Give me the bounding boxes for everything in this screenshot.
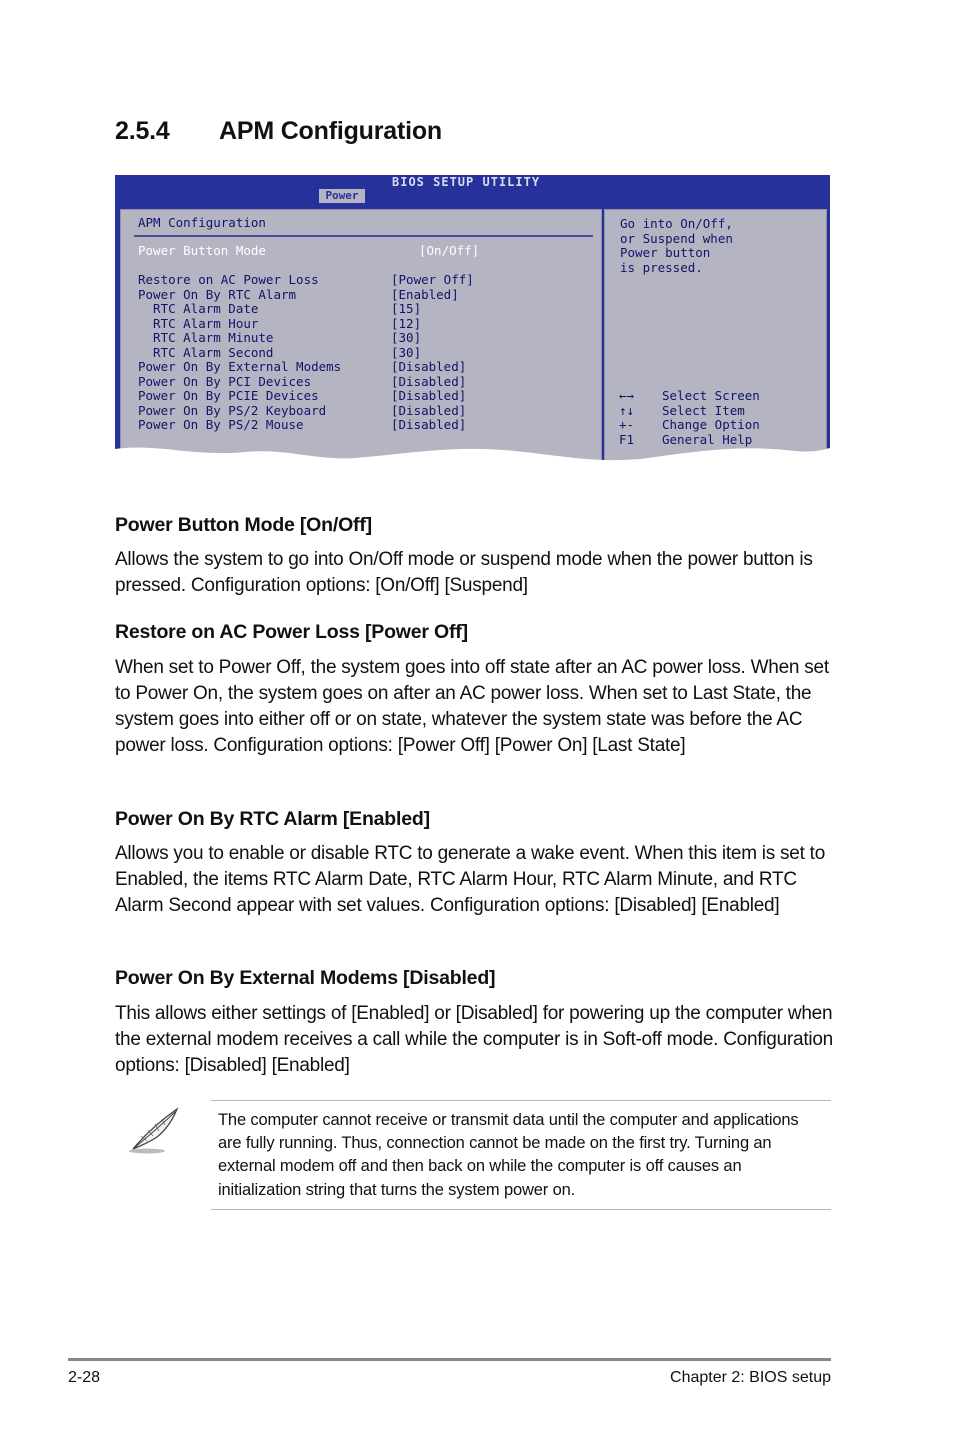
bios-item-label: Power On By External Modems: [138, 359, 342, 374]
note-text: The computer cannot receive or transmit data until the computer and applications are fully running. Thus, connection cannot be made on the first try. Turning an external modem off and then back on while the computer is off causes an initialization string that turns the system power on.: [218, 1111, 799, 1199]
bios-item-label: Power On By PCI Devices: [138, 373, 312, 389]
bios-help-line: Power button: [620, 245, 711, 260]
bios-key: F1: [619, 431, 635, 447]
bios-help-line: is pressed.: [620, 259, 703, 275]
bios-item-value: [Disabled]: [391, 359, 467, 374]
bios-item-label: RTC Alarm Hour: [138, 315, 259, 331]
bios-item-label: Power Button Mode: [138, 243, 266, 258]
bios-panel-title: APM Configuration: [138, 215, 266, 230]
bios-item-label: Power On By PS/2 Keyboard: [138, 402, 327, 418]
bios-item-label: Power On By RTC Alarm: [138, 286, 297, 302]
bios-item-value: [Power Off]: [391, 272, 474, 287]
torn-edge-decoration: [115, 443, 830, 475]
option-description: Allows the system to go into On/Off mode or suspend mode when the power button is pressed. Configuration options: [On/Off] [Suspend]: [115, 549, 813, 596]
bios-settings-panel: [120, 209, 602, 471]
bios-key-desc: Select Item: [662, 402, 745, 418]
bios-item-label: Restore on AC Power Loss: [138, 272, 319, 287]
bios-help-line: Go into On/Off,: [620, 216, 733, 231]
section-title-text: APM Configuration: [219, 117, 442, 145]
bios-panel-divider: [134, 235, 593, 237]
bios-item-value: [On/Off]: [419, 243, 480, 258]
bios-utility-title: BIOS SETUP UTILITY: [392, 175, 541, 189]
option-heading: Power On By External Modems [Disabled]: [115, 967, 496, 989]
bios-item-label: RTC Alarm Second: [138, 344, 274, 360]
section-title: [115, 117, 442, 146]
option-heading: Power Button Mode [On/Off]: [115, 514, 372, 536]
feather-quill-icon: [127, 1105, 183, 1155]
option-heading: Power On By RTC Alarm [Enabled]: [115, 808, 430, 830]
bios-title-bar: [115, 175, 830, 205]
note-top-rule: [211, 1100, 831, 1101]
section-number: 2.5.4: [115, 117, 170, 145]
bios-item-label: Power On By PS/2 Mouse: [138, 417, 304, 432]
chapter-title: Chapter 2: BIOS setup: [670, 1369, 831, 1386]
page-number: 2-28: [68, 1369, 101, 1386]
bios-item-value: [15]: [391, 301, 422, 316]
bios-screenshot: [115, 175, 830, 475]
arrow-up-down-icon: ↑↓: [619, 402, 635, 418]
option-heading: Restore on AC Power Loss [Power Off]: [115, 621, 468, 643]
bios-help-panel: [604, 209, 827, 471]
bios-key-desc: Change Option: [662, 417, 760, 432]
bios-item-value: [Disabled]: [391, 417, 467, 432]
bios-help-line: or Suspend when: [620, 230, 733, 246]
bios-key: +-: [619, 417, 635, 432]
bios-item-value: [Disabled]: [391, 402, 467, 418]
bios-item-value: [Disabled]: [391, 373, 467, 389]
bios-item-value: [12]: [391, 315, 422, 331]
bios-item-value: [Enabled]: [391, 286, 459, 302]
bios-key-desc: General Help: [662, 431, 753, 447]
bios-tab-power[interactable]: Power: [319, 189, 365, 203]
bios-key-desc: Select Screen: [662, 388, 760, 403]
note-bottom-rule: [211, 1209, 831, 1210]
option-description: This allows either settings of [Enabled] or [Disabled] for powering up the computer when the external modem receives a call while the computer is in Soft-off mode. Configuration options: [Disabled] [Enabled]: [115, 1003, 833, 1076]
arrow-left-right-icon: ←→: [619, 388, 635, 403]
bios-item-value: [Disabled]: [391, 388, 467, 403]
footer-rule: [68, 1358, 831, 1361]
bios-item-value: [30]: [391, 344, 422, 360]
bios-item-label: Power On By PCIE Devices: [138, 388, 319, 403]
option-description: When set to Power Off, the system goes into off state after an AC power loss. When set to Power On, the system goes on after an AC power loss. When set to Last State, the system goes into either off or on state, whatever the system state was before the AC power loss. Configuration options: [Power Off] [Power On] [Last State]: [115, 657, 829, 756]
bios-item-value: [30]: [391, 330, 422, 345]
bios-item-label: RTC Alarm Minute: [138, 330, 274, 345]
option-description: Allows you to enable or disable RTC to generate a wake event. When this item is set to Enabled, the items RTC Alarm Date, RTC Alarm Hour, RTC Alarm Minute, and RTC Alarm Second appear with set values. Configuration options: [Disabled] [Enabled]: [115, 843, 826, 916]
bios-item-label: RTC Alarm Date: [138, 301, 259, 316]
